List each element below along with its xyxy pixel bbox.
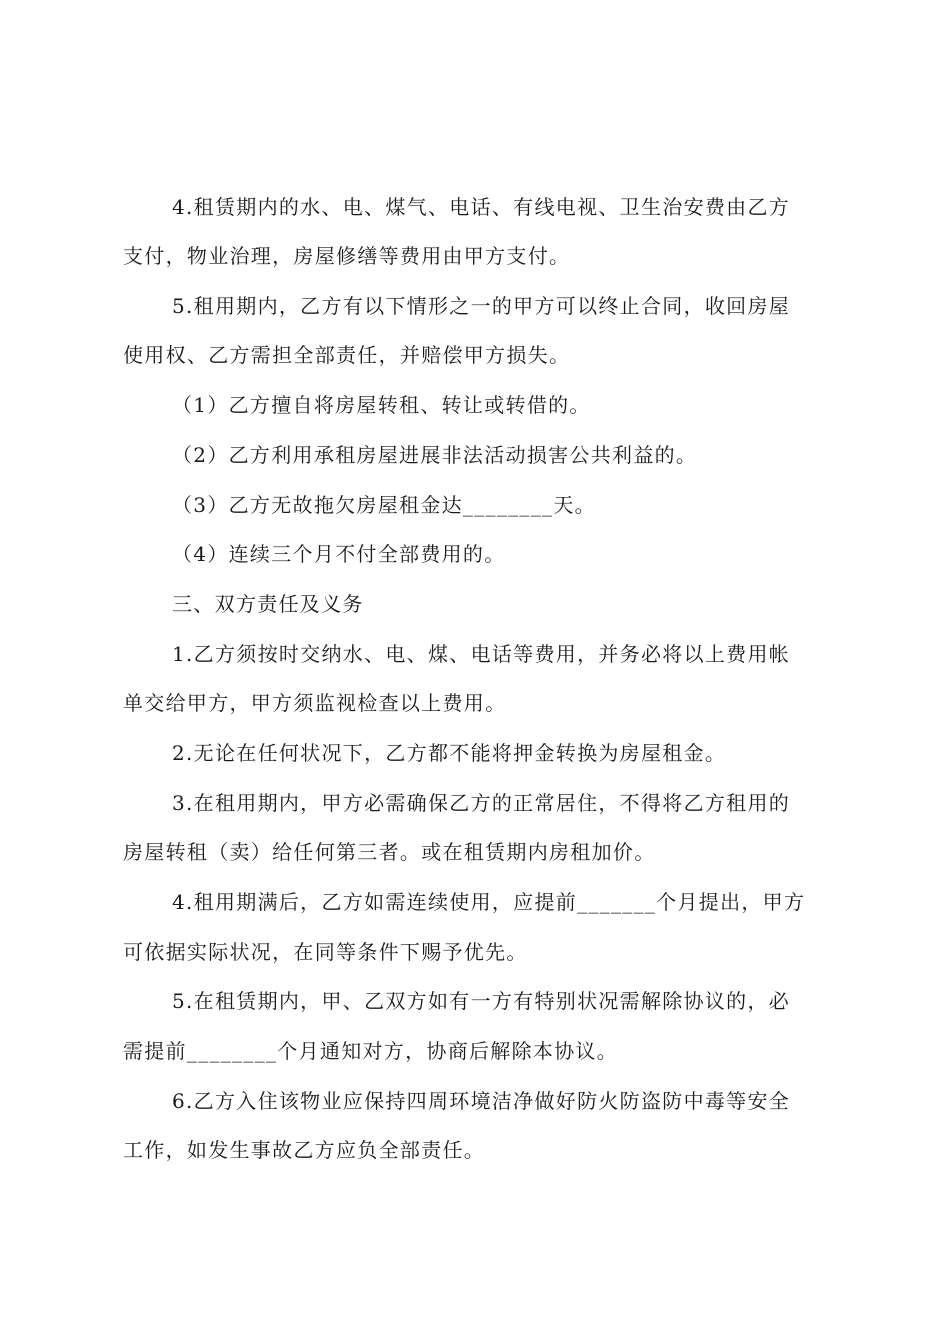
paragraph-line: 工作，如发生事故乙方应负全部责任。 bbox=[123, 1138, 486, 1162]
paragraph-line: 支付，物业治理，房屋修缮等费用由甲方支付。 bbox=[123, 244, 571, 268]
paragraph-line: 使用权、乙方需担全部责任，并赔偿甲方损失。 bbox=[123, 343, 571, 367]
list-item: （1）乙方擅自将房屋转租、转让或转借的。 bbox=[172, 393, 591, 417]
list-item: （2）乙方利用承租房屋进展非法活动损害公共利益的。 bbox=[172, 443, 698, 467]
paragraph-line: 6.乙方入住该物业应保持四周环境洁净做好防火防盗防中毒等安全 bbox=[172, 1089, 791, 1113]
paragraph-line: 5.在租赁期内，甲、乙双方如有一方有特别状况需解除协议的，必 bbox=[172, 989, 791, 1013]
paragraph-line: 4.租用期满后，乙方如需连续使用，应提前_______个月提出，甲方 bbox=[172, 890, 806, 914]
paragraph-line: 2.无论在任何状况下，乙方都不能将押金转换为房屋租金。 bbox=[172, 741, 727, 765]
paragraph-line: 4.租赁期内的水、电、煤气、电话、有线电视、卫生治安费由乙方 bbox=[172, 195, 791, 219]
paragraph-line: 房屋转租（卖）给任何第三者。或在租赁期内房租加价。 bbox=[123, 840, 656, 864]
paragraph-line: 3.在租用期内，甲方必需确保乙方的正常居住，不得将乙方租用的 bbox=[172, 791, 791, 815]
paragraph-line: 可依据实际状况，在同等条件下赐予优先。 bbox=[123, 940, 528, 964]
paragraph-line: 1.乙方须按时交纳水、电、煤、电话等费用，并务必将以上费用帐 bbox=[172, 642, 791, 666]
section-heading: 三、双方责任及义务 bbox=[172, 592, 364, 616]
paragraph-line: 需提前________个月通知对方，协商后解除本协议。 bbox=[123, 1039, 619, 1063]
paragraph-line: 5.租用期内，乙方有以下情形之一的甲方可以终止合同，收回房屋 bbox=[172, 294, 791, 318]
paragraph-line: 单交给甲方，甲方须监视检查以上费用。 bbox=[123, 691, 507, 715]
list-item: （3）乙方无故拖欠房屋租金达________天。 bbox=[172, 493, 596, 517]
list-item: （4）连续三个月不付全部费用的。 bbox=[172, 542, 506, 566]
